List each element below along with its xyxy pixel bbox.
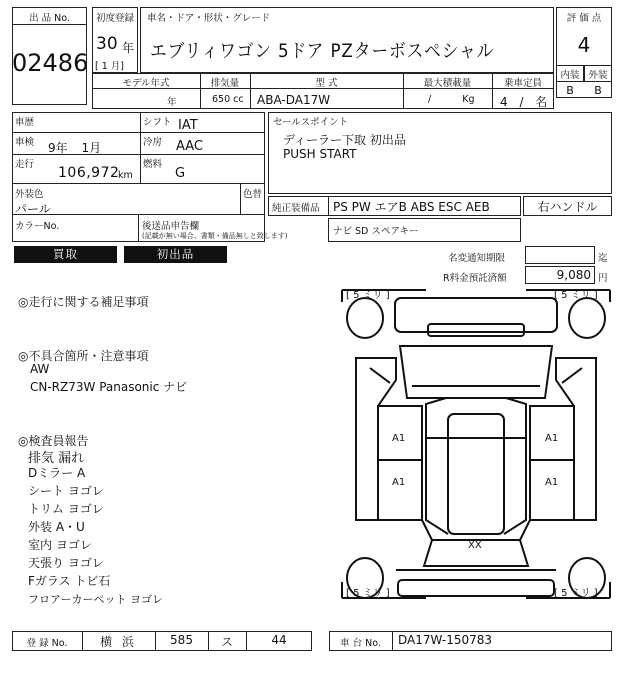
inspection-label: 車検 bbox=[15, 137, 35, 148]
mileage-label: 走行 bbox=[15, 159, 35, 170]
first-reg-year: 30 bbox=[96, 34, 118, 54]
sales-point-line-1: ディーラー下取 初出品 bbox=[283, 133, 406, 147]
rear-bumper bbox=[398, 580, 554, 596]
max-load-value: / Kg bbox=[428, 94, 475, 105]
recycle-unit: 円 bbox=[598, 273, 608, 284]
inspector-item: Fガラス トビ石 bbox=[28, 574, 111, 588]
windshield bbox=[426, 398, 526, 438]
driving-remarks-title: ◎走行に関する補足事項 bbox=[18, 295, 149, 309]
grade-label: 評 価 点 bbox=[566, 13, 602, 24]
damage-front-left-door: A1 bbox=[392, 433, 406, 444]
ac-label: 冷房 bbox=[143, 137, 163, 148]
lot-label: 出 品 No. bbox=[29, 13, 70, 24]
displacement-label: 排気量 bbox=[210, 78, 240, 89]
defect-item: CN-RZ73W Panasonic ナビ bbox=[30, 380, 188, 394]
roof bbox=[448, 414, 504, 534]
reg-place: 横 浜 bbox=[100, 635, 137, 649]
tag-first-listing: 初出品 bbox=[124, 246, 227, 263]
inspector-item: Dミラー A bbox=[28, 466, 86, 480]
max-load-label: 最大積載量 bbox=[423, 78, 472, 89]
fuel-value: G bbox=[175, 166, 186, 181]
displacement-value: 650 cc bbox=[212, 94, 244, 105]
inspector-item: フロアーカーペット ヨゴレ bbox=[28, 593, 163, 606]
type-label: 型 式 bbox=[315, 78, 338, 89]
wheel-front-right bbox=[569, 298, 605, 338]
mileage-unit: km bbox=[118, 170, 133, 181]
reg-number: 44 bbox=[271, 633, 287, 647]
inspector-item: 室内 ヨゴレ bbox=[28, 538, 92, 552]
title-change-suffix: 迄 bbox=[598, 253, 608, 264]
door-rear-right bbox=[530, 460, 574, 520]
reg-class: 585 bbox=[170, 633, 193, 647]
model-label: 車名・ドア・形状・グレード bbox=[147, 13, 271, 24]
postsale-label: 後送品申告欄 bbox=[142, 221, 200, 232]
inspector-item: 天張り ヨゴレ bbox=[28, 556, 104, 570]
interior-grade: B bbox=[566, 84, 574, 97]
equipment-label: 純正装備品 bbox=[272, 203, 320, 214]
first-reg-label: 初度登録 bbox=[95, 13, 134, 24]
reg-label: 登 録 No. bbox=[26, 638, 68, 649]
sales-points-label: セールスポイント bbox=[273, 117, 349, 128]
inspector-item: 排気 漏れ bbox=[28, 451, 85, 466]
first-reg-month: [ 1 月] bbox=[95, 61, 124, 72]
model-name: エブリィワゴン 5ドア PZターボスペシャル bbox=[150, 40, 495, 62]
lot-number: 02486 bbox=[12, 49, 89, 77]
shift-label: シフト bbox=[143, 117, 172, 128]
color-change-label: 色替 bbox=[243, 189, 263, 200]
tire-depth-bottom-right: [ 5 ミリ ] bbox=[554, 588, 598, 599]
color-no-label: カラーNo. bbox=[15, 221, 60, 232]
tire-depth-top-right: [ 5 ミリ ] bbox=[554, 290, 598, 301]
chassis-value: DA17W-150783 bbox=[398, 633, 493, 647]
model-year-value: 年 bbox=[167, 97, 177, 108]
door-rear-left bbox=[378, 460, 422, 520]
mileage-value: 106,972 bbox=[58, 165, 120, 181]
recycle-value: 9,080 bbox=[556, 268, 591, 282]
chassis-label: 車 台 No. bbox=[340, 638, 381, 649]
first-reg-year-unit: 年 bbox=[122, 41, 135, 55]
inspector-title: ◎検査員報告 bbox=[18, 434, 89, 448]
damage-rear-roof: XX bbox=[468, 540, 482, 551]
defects-title: ◎不具合箇所・注意事項 bbox=[18, 349, 149, 363]
capacity-value: 4 / 名 bbox=[500, 95, 548, 109]
ext-color-value: パール bbox=[15, 202, 51, 216]
damage-front-right-door: A1 bbox=[545, 433, 559, 444]
damage-rear-right-door: A1 bbox=[545, 477, 559, 488]
hood bbox=[400, 346, 552, 398]
tire-depth-top-left: [ 5 ミリ ] bbox=[346, 290, 390, 301]
ac-value: AAC bbox=[176, 139, 203, 154]
grade-value: 4 bbox=[577, 33, 591, 57]
handle-value: 右ハンドル bbox=[537, 200, 598, 214]
tag-buyback: 買取 bbox=[14, 246, 117, 263]
damage-rear-left-door: A1 bbox=[392, 477, 406, 488]
car-damage-diagram bbox=[340, 288, 612, 628]
title-change-box bbox=[525, 246, 595, 264]
exterior-label: 外装 bbox=[588, 70, 608, 81]
postsale-note: (記載が無い場合、書類・備品無しと致します) bbox=[142, 232, 288, 240]
extras-value: ナビ SD スペアキー bbox=[333, 226, 419, 237]
tire-depth-bottom-left: [ 5 ミリ ] bbox=[346, 588, 390, 599]
title-change-label: 名変通知期限 bbox=[448, 253, 506, 264]
type-value: ABA-DA17W bbox=[257, 93, 331, 107]
history-label: 車歴 bbox=[15, 117, 35, 128]
exterior-grade: B bbox=[594, 84, 602, 97]
wheel-front-left bbox=[347, 298, 383, 338]
front-grille bbox=[428, 324, 524, 336]
equipment-items: PS PW エアB ABS ESC AEB bbox=[333, 200, 490, 214]
reg-kana: ス bbox=[220, 635, 233, 649]
defect-item: AW bbox=[30, 362, 50, 376]
sales-point-line-2: PUSH START bbox=[283, 147, 357, 161]
front-bumper bbox=[395, 298, 557, 332]
interior-label: 内装 bbox=[560, 70, 580, 81]
ext-color-label: 外装色 bbox=[15, 189, 44, 200]
recycle-label: R料金預託済額 bbox=[443, 273, 507, 284]
inspector-item: シート ヨゴレ bbox=[28, 484, 104, 498]
model-year-label: モデル年式 bbox=[122, 78, 170, 89]
shift-value: IAT bbox=[178, 118, 198, 133]
capacity-label: 乗車定員 bbox=[503, 78, 542, 89]
fuel-label: 燃料 bbox=[143, 159, 163, 170]
inspector-item: トリム ヨゴレ bbox=[28, 502, 104, 516]
inspector-item: 外装 A・U bbox=[28, 520, 85, 534]
inspection-value: 9年 1月 bbox=[48, 141, 102, 155]
